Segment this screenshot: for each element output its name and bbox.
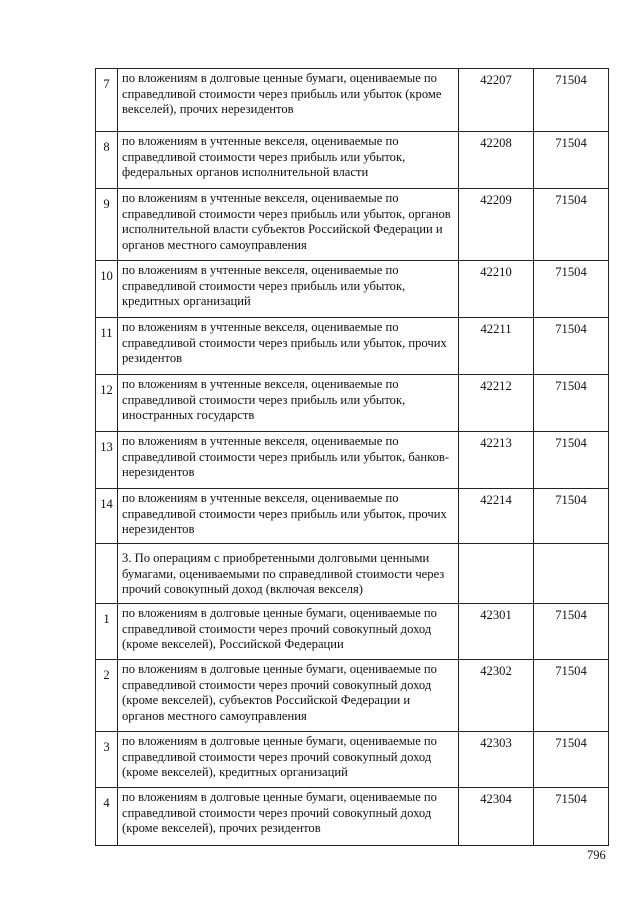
account-number: 42211 [459, 318, 534, 375]
row-description: по вложениям в учтенные векселя, оцениваемые по справедливой стоимости через прибыль или убыток, прочих резидентов [118, 318, 459, 375]
table-row [96, 788, 609, 846]
row-number: 10 [96, 261, 118, 318]
symbol-code: 71504 [534, 660, 609, 732]
section-heading: 3. По операциям с приобретенными долговыми ценными бумагами, оцениваемыми по справедливой стоимости через прочий совокупный доход (включая векселя) [118, 544, 459, 604]
table-row [96, 261, 609, 318]
row-number [96, 544, 118, 604]
row-number: 1 [96, 604, 118, 660]
symbol-code: 71504 [534, 318, 609, 375]
symbol-code: 71504 [534, 489, 609, 544]
accounts-table-body [96, 69, 609, 846]
table-row [96, 489, 609, 544]
table-row [96, 432, 609, 489]
account-number: 42207 [459, 69, 534, 132]
account-number: 42213 [459, 432, 534, 489]
account-number: 42302 [459, 660, 534, 732]
table-row [96, 375, 609, 432]
table-row [96, 189, 609, 261]
row-description: по вложениям в учтенные векселя, оцениваемые по справедливой стоимости через прибыль или убыток, органов исполнительной власти субъектов Российской Федерации и органов местного самоуправления [118, 189, 459, 261]
row-description: по вложениям в долговые ценные бумаги, оцениваемые по справедливой стоимости через прочий совокупный доход (кроме векселей), субъектов Российской Федерации и органов местного самоуправления [118, 660, 459, 732]
row-number: 4 [96, 788, 118, 846]
row-number: 8 [96, 132, 118, 189]
account-number: 42303 [459, 732, 534, 788]
table-row [96, 732, 609, 788]
symbol-code: 71504 [534, 261, 609, 318]
account-number: 42212 [459, 375, 534, 432]
account-number: 42304 [459, 788, 534, 846]
accounts-table [95, 68, 609, 846]
row-description: по вложениям в долговые ценные бумаги, оцениваемые по справедливой стоимости через прибыль или убыток (кроме векселей), прочих нерезидентов [118, 69, 459, 132]
symbol-code: 71504 [534, 788, 609, 846]
account-number: 42210 [459, 261, 534, 318]
row-number: 2 [96, 660, 118, 732]
row-number: 12 [96, 375, 118, 432]
account-number: 42209 [459, 189, 534, 261]
symbol-code [534, 544, 609, 604]
row-description: по вложениям в учтенные векселя, оцениваемые по справедливой стоимости через прибыль или убыток, банков-нерезидентов [118, 432, 459, 489]
symbol-code: 71504 [534, 732, 609, 788]
table-row [96, 69, 609, 132]
symbol-code: 71504 [534, 432, 609, 489]
row-description: по вложениям в долговые ценные бумаги, оцениваемые по справедливой стоимости через прочий совокупный доход (кроме векселей), Российской Федерации [118, 604, 459, 660]
symbol-code: 71504 [534, 375, 609, 432]
page-number: 796 [587, 848, 606, 862]
account-number [459, 544, 534, 604]
table-row [96, 604, 609, 660]
symbol-code: 71504 [534, 69, 609, 132]
row-description: по вложениям в долговые ценные бумаги, оцениваемые по справедливой стоимости через прочий совокупный доход (кроме векселей), кредитных организаций [118, 732, 459, 788]
row-description: по вложениям в учтенные векселя, оцениваемые по справедливой стоимости через прибыль или убыток, федеральных органов исполнительной власти [118, 132, 459, 189]
row-description: по вложениям в учтенные векселя, оцениваемые по справедливой стоимости через прибыль или убыток, кредитных организаций [118, 261, 459, 318]
symbol-code: 71504 [534, 604, 609, 660]
symbol-code: 71504 [534, 132, 609, 189]
row-number: 7 [96, 69, 118, 132]
account-number: 42208 [459, 132, 534, 189]
table-row [96, 132, 609, 189]
symbol-code: 71504 [534, 189, 609, 261]
row-number: 14 [96, 489, 118, 544]
account-number: 42301 [459, 604, 534, 660]
row-number: 11 [96, 318, 118, 375]
account-number: 42214 [459, 489, 534, 544]
row-number: 9 [96, 189, 118, 261]
row-description: по вложениям в долговые ценные бумаги, оцениваемые по справедливой стоимости через прочий совокупный доход (кроме векселей), прочих резидентов [118, 788, 459, 846]
row-description: по вложениям в учтенные векселя, оцениваемые по справедливой стоимости через прибыль или убыток, прочих нерезидентов [118, 489, 459, 544]
table-row [96, 660, 609, 732]
row-number: 13 [96, 432, 118, 489]
table-row [96, 318, 609, 375]
row-description: по вложениям в учтенные векселя, оцениваемые по справедливой стоимости через прибыль или убыток, иностранных государств [118, 375, 459, 432]
row-number: 3 [96, 732, 118, 788]
section-header-row [96, 544, 609, 604]
